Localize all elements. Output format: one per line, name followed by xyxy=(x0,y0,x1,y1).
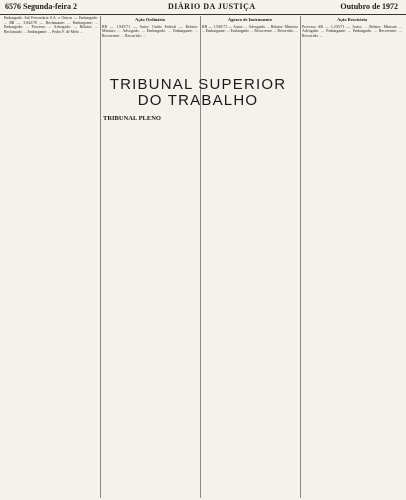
column-divider xyxy=(300,16,301,498)
column-4-text: Processo AR — 1.235/71 — Autor: ... Relator: Ministro ... Advogado: ... Embargante: ... Embargado: ... Recorrente: ... Recorrido: ... xyxy=(302,24,402,38)
section-title-line-2: DO TRABALHO xyxy=(137,92,259,109)
newspaper-title: DIÁRIO DA JUSTIÇA xyxy=(168,2,256,11)
column-3-text: RR — 1.920/71 — Autor: ... Advogado: ... Relator: Ministro ... Embargante: ... Embargado: ... Recorrente: ... Recorrido: ... xyxy=(202,24,298,34)
column-divider xyxy=(100,16,101,498)
column-1-text: Embargado: Sul Ferroviária S.A. e Outros — Embargado: ... RR — 3.842/70 — Reclamante: ... Embargante: ... Embargado: ... Processo ... Advogado: ... Relator: ... Reclamado: ... Embargante: ... Pedro F. de Melo ... xyxy=(4,16,98,34)
column-2-heading: Ação Ordinária xyxy=(135,17,165,22)
issue-date: Outubro de 1972 xyxy=(340,2,398,11)
column-4 xyxy=(302,16,402,498)
section-subhead: TRIBUNAL PLENO xyxy=(103,115,161,122)
section-title-line-1: TRIBUNAL SUPERIOR xyxy=(109,76,287,93)
column-4-heading: Ação Rescisória xyxy=(337,17,367,22)
column-1 xyxy=(4,16,98,498)
column-3-heading: Agravo de Instrumento xyxy=(228,17,272,22)
page-number: 6576 Segunda-feira 2 xyxy=(5,2,77,11)
page-header xyxy=(0,0,406,15)
section-title xyxy=(103,77,293,109)
column-2-text: RR — 1.845/71 — Autor: União Federal — Relator: Ministro ... Advogado: ... Embargado: ... Embargante: ... Recorrente: ... Recorrido: ... xyxy=(102,24,198,38)
